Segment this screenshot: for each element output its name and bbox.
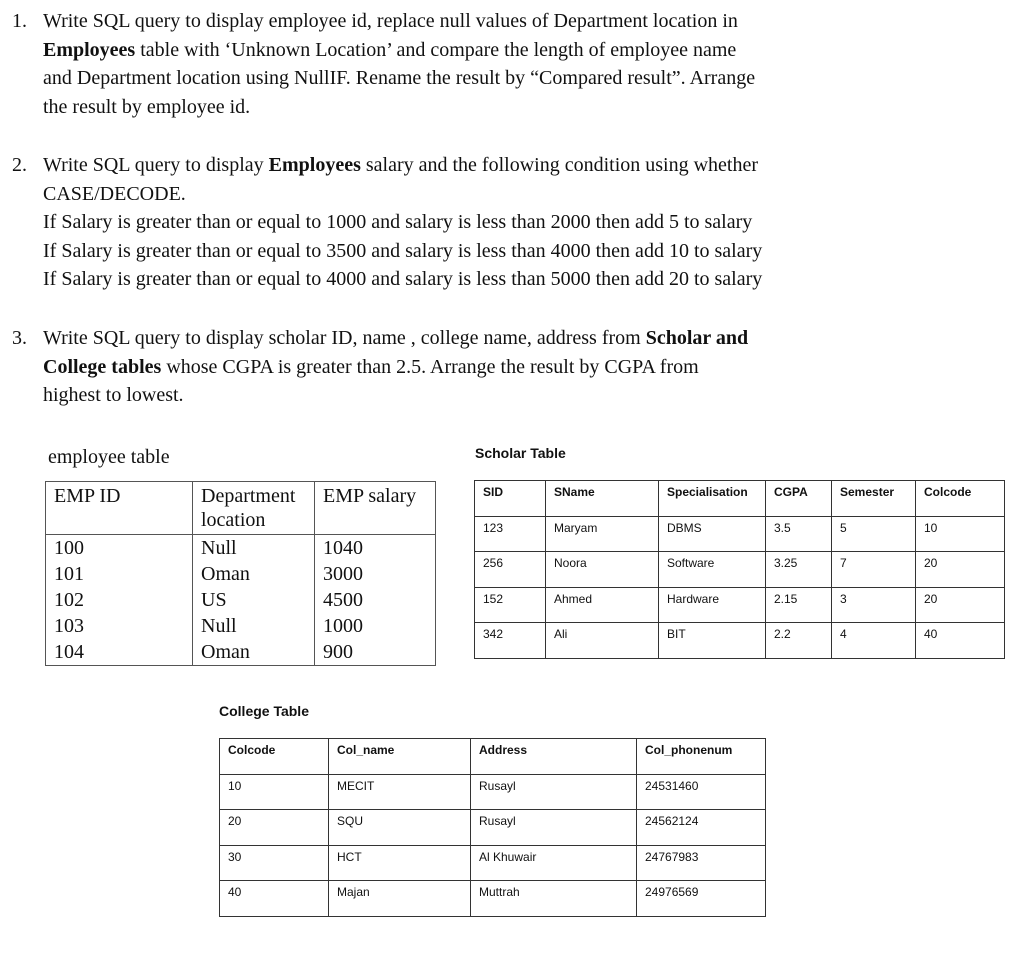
- column-header: Col_name: [329, 739, 471, 775]
- question-number: 1.: [12, 10, 27, 32]
- question-line: [43, 237, 843, 266]
- bold-run: Employees: [43, 38, 136, 61]
- question-text: [43, 151, 843, 294]
- question-line: [43, 93, 843, 122]
- question-text: [43, 324, 843, 410]
- table-cell: BIT: [659, 623, 766, 659]
- table-cell: Rusayl: [471, 774, 637, 810]
- column-header: Specialisation: [659, 481, 766, 517]
- table-row: [220, 845, 766, 881]
- question-line: [43, 208, 843, 237]
- question-text: [43, 7, 843, 121]
- table-row: [46, 613, 436, 639]
- table-cell: 24562124: [637, 810, 766, 846]
- table-cell: Majan: [329, 881, 471, 917]
- table-cell: 30: [220, 845, 329, 881]
- table-cell: 10: [220, 774, 329, 810]
- question-number: 2.: [12, 154, 27, 176]
- text-run: Write SQL query to display: [43, 154, 269, 176]
- table-cell: 3.5: [766, 516, 832, 552]
- table-cell: 1040: [315, 535, 436, 562]
- text-run: Write SQL query to display scholar ID, name , college name, address from: [43, 327, 646, 349]
- table-header-row: [220, 739, 766, 775]
- table-cell: 20: [916, 552, 1005, 588]
- table-cell: Hardware: [659, 587, 766, 623]
- table-cell: DBMS: [659, 516, 766, 552]
- table-cell: US: [193, 587, 315, 613]
- column-header: EMP ID: [46, 482, 193, 535]
- column-header: SName: [546, 481, 659, 517]
- question-line: [43, 381, 843, 410]
- table-cell: 123: [475, 516, 546, 552]
- question-line: [43, 265, 843, 294]
- table-cell: 101: [46, 561, 193, 587]
- table-cell: 3: [832, 587, 916, 623]
- table-row: [46, 639, 436, 666]
- table-cell: Ali: [546, 623, 659, 659]
- table-cell: 3000: [315, 561, 436, 587]
- table-cell: 20: [220, 810, 329, 846]
- table-cell: 1000: [315, 613, 436, 639]
- table-cell: Rusayl: [471, 810, 637, 846]
- table-cell: SQU: [329, 810, 471, 846]
- column-header: SID: [475, 481, 546, 517]
- table-cell: Software: [659, 552, 766, 588]
- table-cell: 4500: [315, 587, 436, 613]
- table-cell: 24531460: [637, 774, 766, 810]
- text-run: the result by employee id.: [43, 95, 251, 118]
- table-cell: 24767983: [637, 845, 766, 881]
- table-header-row: [46, 482, 436, 535]
- table-cell: 2.15: [766, 587, 832, 623]
- question-line: [43, 36, 843, 65]
- table-row: [475, 623, 1005, 659]
- scholar-table-caption: Scholar Table: [475, 445, 566, 461]
- table-cell: Muttrah: [471, 881, 637, 917]
- table-cell: Maryam: [546, 516, 659, 552]
- table-cell: HCT: [329, 845, 471, 881]
- table-row: [46, 587, 436, 613]
- table-cell: 2.2: [766, 623, 832, 659]
- text-run: salary and the following condition using whether: [360, 154, 758, 176]
- table-header-row: [475, 481, 1005, 517]
- table-cell: 24976569: [637, 881, 766, 917]
- table-cell: 40: [916, 623, 1005, 659]
- table-cell: 342: [475, 623, 546, 659]
- text-run: highest to lowest.: [43, 384, 184, 406]
- table-row: [220, 774, 766, 810]
- table-cell: 100: [46, 535, 193, 562]
- question-line: [43, 324, 843, 353]
- table-cell: 20: [916, 587, 1005, 623]
- college-table: [219, 738, 766, 917]
- question-line: [43, 151, 843, 180]
- bold-run: Employees: [268, 154, 361, 176]
- bold-run: College tables: [43, 355, 162, 378]
- table-cell: Null: [193, 613, 315, 639]
- column-header: Colcode: [916, 481, 1005, 517]
- text-run: CASE/DECODE.: [43, 182, 186, 205]
- column-header: Col_phonenum: [637, 739, 766, 775]
- question-number: 3.: [12, 327, 27, 349]
- table-cell: 152: [475, 587, 546, 623]
- table-row: [475, 587, 1005, 623]
- table-cell: Ahmed: [546, 587, 659, 623]
- table-cell: Null: [193, 535, 315, 562]
- text-run: If Salary is greater than or equal to 3500 and salary is less than 4000 then add 10 to salary: [43, 239, 763, 262]
- question-line: [43, 353, 843, 382]
- table-cell: 900: [315, 639, 436, 666]
- table-cell: 103: [46, 613, 193, 639]
- table-cell: MECIT: [329, 774, 471, 810]
- text-run: If Salary is greater than or equal to 4000 and salary is less than 5000 then add 20 to salary: [43, 268, 763, 290]
- text-run: and Department location using NullIF. Rename the result by “Compared result”. Arrange: [43, 67, 756, 89]
- question-line: [43, 7, 843, 36]
- table-row: [220, 881, 766, 917]
- table-row: [46, 561, 436, 587]
- table-cell: 102: [46, 587, 193, 613]
- question-line: [43, 64, 843, 93]
- table-cell: 3.25: [766, 552, 832, 588]
- table-row: [475, 552, 1005, 588]
- table-cell: 10: [916, 516, 1005, 552]
- table-cell: 256: [475, 552, 546, 588]
- table-row: [475, 516, 1005, 552]
- table-cell: 40: [220, 881, 329, 917]
- text-run: whose CGPA is greater than 2.5. Arrange the result by CGPA from: [161, 355, 699, 378]
- question-line: [43, 180, 843, 209]
- table-cell: 104: [46, 639, 193, 666]
- table-cell: 5: [832, 516, 916, 552]
- table-cell: 4: [832, 623, 916, 659]
- table-cell: Noora: [546, 552, 659, 588]
- column-header: Colcode: [220, 739, 329, 775]
- bold-run: Scholar and: [645, 327, 749, 349]
- employee-table-caption: employee table: [48, 446, 170, 468]
- table-cell: Al Khuwair: [471, 845, 637, 881]
- column-header: Semester: [832, 481, 916, 517]
- employee-table: [45, 481, 436, 666]
- text-run: If Salary is greater than or equal to 1000 and salary is less than 2000 then add 5 to salary: [43, 211, 753, 233]
- table-row: [220, 810, 766, 846]
- text-run: table with ‘Unknown Location’ and compare the length of employee name: [135, 38, 737, 61]
- table-row: [46, 535, 436, 562]
- column-header: CGPA: [766, 481, 832, 517]
- column-header: Department location: [193, 482, 315, 535]
- column-header: Address: [471, 739, 637, 775]
- scholar-table: [474, 480, 1005, 659]
- column-header: EMP salary: [315, 482, 436, 535]
- table-cell: Oman: [193, 561, 315, 587]
- table-cell: 7: [832, 552, 916, 588]
- table-cell: Oman: [193, 639, 315, 666]
- college-table-caption: College Table: [219, 703, 309, 719]
- text-run: Write SQL query to display employee id, replace null values of Department location in: [43, 10, 738, 32]
